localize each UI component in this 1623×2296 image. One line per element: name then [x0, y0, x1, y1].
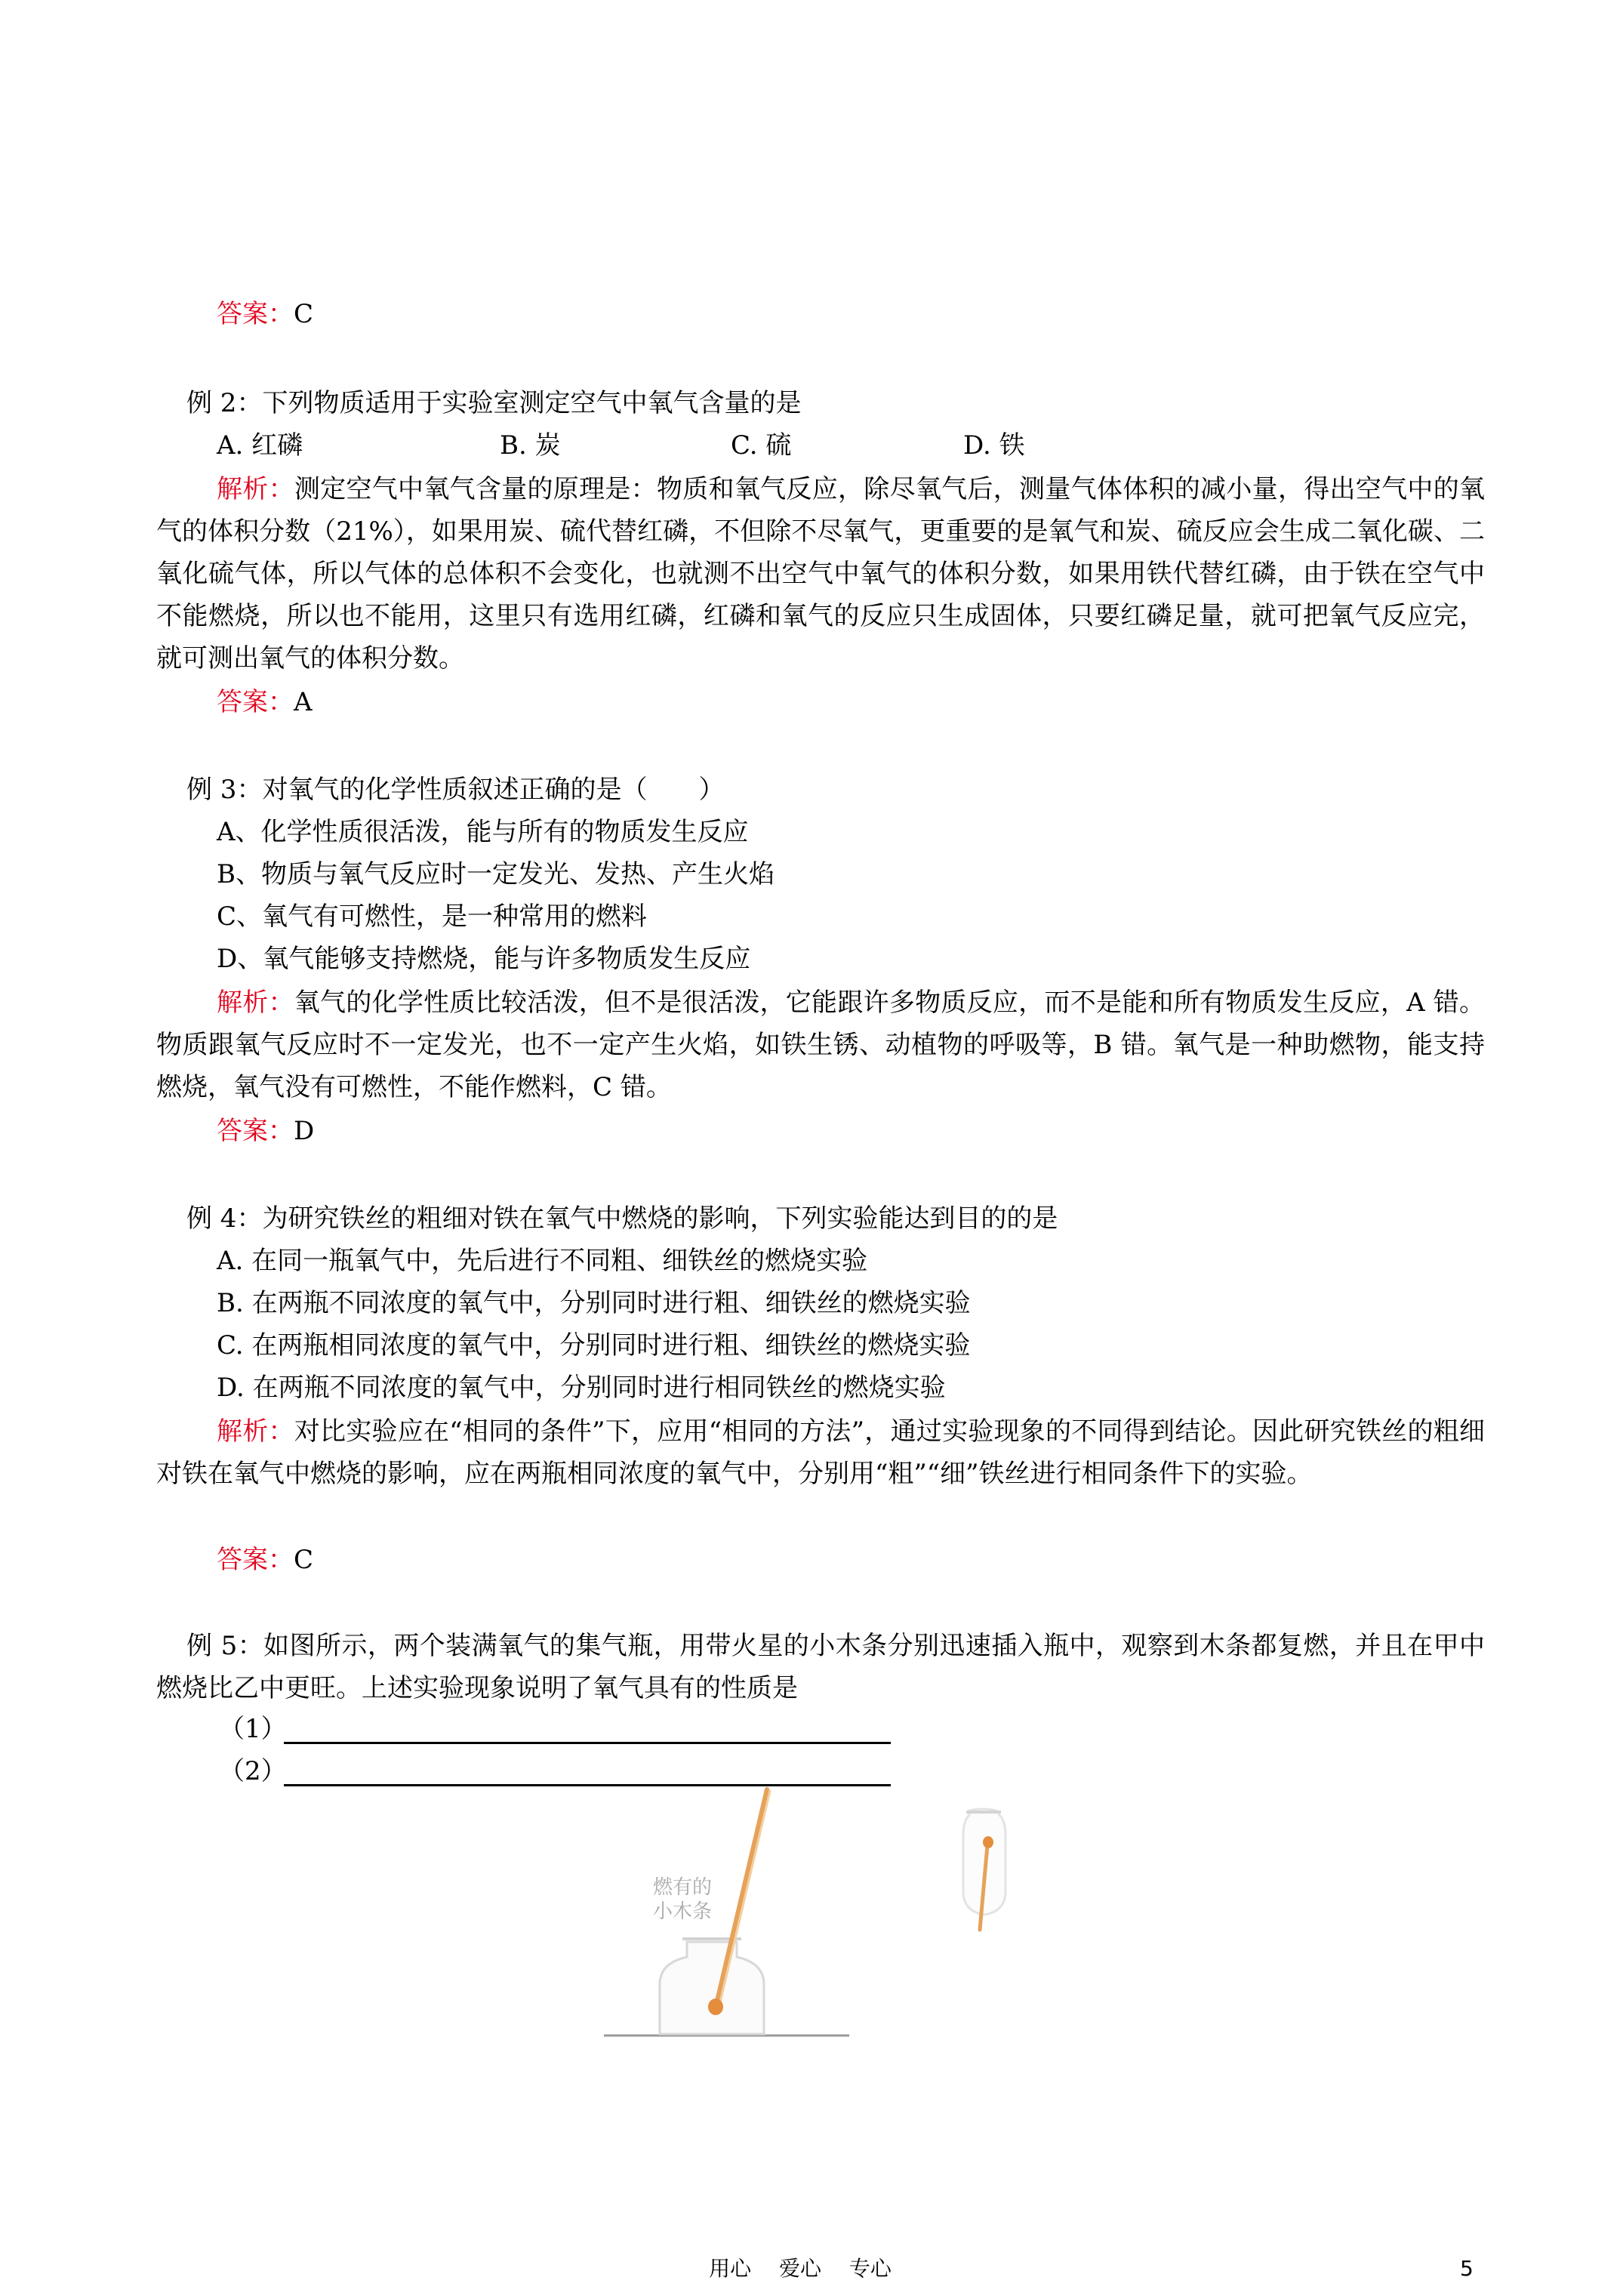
figure-label-1: 燃有的	[653, 1876, 713, 1899]
analysis-label: 解析：	[217, 474, 294, 504]
ex5-blank1-label: （1）	[219, 1714, 287, 1744]
prev-answer	[217, 296, 313, 332]
gas-jar-a	[660, 1942, 764, 2034]
page-footer	[694, 2254, 906, 2284]
experiment-illustration	[589, 1782, 1087, 2046]
ex3-option-a: A、化学性质很活泼，能与所有的物质发生反应	[217, 817, 749, 847]
ex5-blank1-line	[284, 1742, 891, 1744]
ex4-analysis	[156, 1410, 1485, 1495]
ex2-question: 例 2：下列物质适用于实验室测定空气中氧气含量的是	[186, 388, 802, 418]
answer-value: C	[294, 299, 314, 329]
ex4-question: 例 4：为研究铁丝的粗细对铁在氧气中燃烧的影响，下列实验能达到目的的是	[186, 1203, 1058, 1234]
figure-label-2: 小木条	[653, 1900, 713, 1923]
ex3-option-b: B、物质与氧气反应时一定发光、发热、产生火焰	[217, 859, 775, 889]
ex3-analysis	[156, 982, 1485, 1108]
ember-a	[708, 1999, 723, 2015]
ex3-option-c: C、氧气有可燃性，是一种常用的燃料	[217, 901, 648, 932]
analysis-text: 氧气的化学性质比较活泼，但不是很活泼，它能跟许多物质反应，而不是能和所有物质发生反应，A 错。物质跟氧气反应时不一定发光，也不一定产生火焰，如铁生锈、动植物的呼吸等，B 错。氧气是一种助燃物，能支持燃烧，氧气没有可燃性，不能作燃料，C 错。	[156, 988, 1486, 1102]
page-number: 5	[1460, 2256, 1474, 2281]
experiment-figure	[589, 1782, 1087, 2046]
analysis-label: 解析：	[217, 988, 294, 1018]
answer-value: A	[294, 687, 313, 717]
ex2-option-b: B. 炭	[500, 430, 561, 461]
answer-value: D	[294, 1116, 315, 1146]
ex2-option-d: D. 铁	[963, 430, 1025, 461]
footer-item: 用心	[709, 2256, 752, 2281]
answer-label: 答案：	[217, 299, 294, 329]
answer-label: 答案：	[217, 1116, 294, 1146]
answer-value: C	[294, 1545, 314, 1575]
footer-item: 专心	[848, 2256, 892, 2281]
analysis-text: 测定空气中氧气含量的原理是：物质和氧气反应，除尽氧气后，测量气体体积的减小量，得出空气中的氧气的体积分数（21%），如果用炭、硫代替红磷，不但除不尽氧气，更重要的是氧气和炭、硫反应会生成二氧化碳、二氧化硫气体，所以气体的总体积不会变化，也就测不出空气中氧气的体积分数，如果用铁代替红磷，由于铁在空气中不能燃烧，所以也不能用，这里只有选用红磷，红磷和氧气的反应只生成固体，只要红磷足量，就可把氧气反应完，就可测出氧气的体积分数。	[156, 474, 1485, 673]
ex3-answer	[217, 1113, 314, 1149]
analysis-label: 解析：	[217, 1416, 294, 1447]
ex2-option-c: C. 硫	[731, 430, 792, 461]
ex5-question: 例 5：如图所示，两个装满氧气的集气瓶，用带火星的小木条分别迅速插入瓶中，观察到木条都复燃，并且在甲中燃烧比乙中更旺。上述实验现象说明了氧气具有的性质是	[156, 1631, 1485, 1703]
ember-b	[983, 1836, 993, 1848]
ex3-question: 例 3：对氧气的化学性质叙述正确的是（ ）	[186, 775, 725, 805]
footer-item: 爱心	[778, 2256, 821, 2281]
ex3-option-d: D、氧气能够支持燃烧，能与许多物质发生反应	[217, 944, 751, 974]
answer-label: 答案：	[217, 1545, 294, 1575]
ex4-answer	[217, 1542, 313, 1578]
ex2-answer	[217, 684, 313, 720]
ex4-option-d: D. 在两瓶不同浓度的氧气中，分别同时进行相同铁丝的燃烧实验	[217, 1373, 946, 1403]
analysis-text: 对比实验应在“相同的条件”下，应用“相同的方法”，通过实验现象的不同得到结论。因此研究铁丝的粗细对铁在氧气中燃烧的影响，应在两瓶相同浓度的氧气中，分别用“粗”“细”铁丝进行相同条件下的实验。	[156, 1416, 1485, 1489]
ex2-option-a: A. 红磷	[217, 430, 303, 461]
ex4-option-c: C. 在两瓶相同浓度的氧气中，分别同时进行粗、细铁丝的燃烧实验	[217, 1330, 971, 1361]
ex2-analysis	[156, 468, 1485, 680]
ex5-blank2-label: （2）	[219, 1756, 287, 1786]
answer-label: 答案：	[217, 687, 294, 717]
ex4-option-a: A. 在同一瓶氧气中，先后进行不同粗、细铁丝的燃烧实验	[217, 1246, 868, 1276]
ex4-option-b: B. 在两瓶不同浓度的氧气中，分别同时进行粗、细铁丝的燃烧实验	[217, 1288, 971, 1318]
